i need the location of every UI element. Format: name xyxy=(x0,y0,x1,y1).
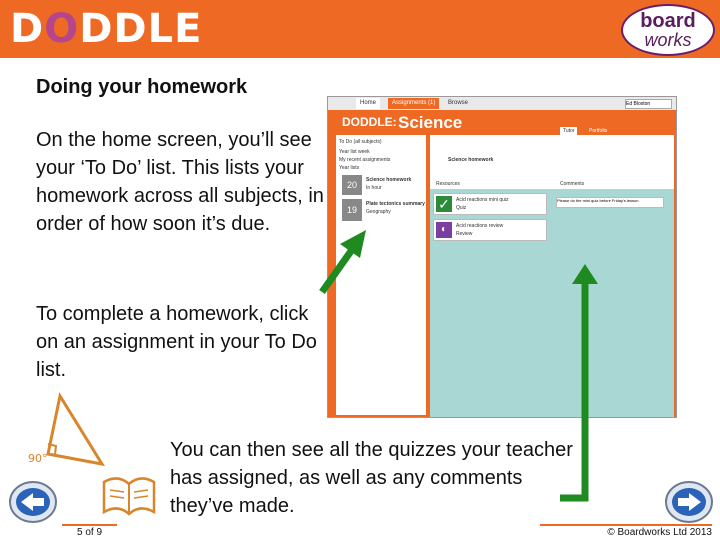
screenshot-comments-label: Comments xyxy=(560,181,585,187)
screenshot-todo-title: Plate tectonics summary xyxy=(366,201,425,207)
boardworks-logo: board works xyxy=(621,4,715,56)
screenshot-brand: DODDLE: xyxy=(342,115,397,129)
screenshot-tab-tutor: Tutor xyxy=(560,127,577,135)
screenshot-todo-day: 20 xyxy=(342,175,362,195)
copyright-notice: © Boardworks Ltd 2013 xyxy=(540,524,712,540)
screenshot-left-link: Year lists xyxy=(339,165,360,171)
quiz-icon: ◐ xyxy=(436,222,452,238)
screenshot-resource-title: Acid reactions mini quiz xyxy=(456,197,509,203)
body-text-3: You can then see all the quizzes your teacher has assigned, as well as any comments they’ve made. xyxy=(170,439,573,517)
check-icon: ✓ xyxy=(436,196,452,212)
doddle-logo: DODDLE xyxy=(10,6,203,52)
arrow-to-resources xyxy=(560,264,598,498)
previous-slide-button[interactable] xyxy=(8,480,58,524)
screenshot-subject: Science xyxy=(398,113,463,132)
screenshot-tab-portfolio: Portfolio xyxy=(586,127,610,135)
screenshot-resource-meta: Quiz xyxy=(456,205,467,211)
screenshot-tab-assignments: Assignments (1) xyxy=(388,98,439,109)
screenshot-tab-browse: Browse xyxy=(448,100,469,106)
screenshot-resource-meta: Review xyxy=(456,231,473,237)
arrow-to-todo xyxy=(322,230,366,292)
screenshot-left-link: Year list week xyxy=(339,149,370,155)
screenshot-resource-title: Acid reactions review xyxy=(456,223,504,229)
book-icon xyxy=(98,466,160,520)
body-text-2: To complete a homework, click on an assignment in your To Do list. xyxy=(36,303,317,381)
screenshot-comment: Please do the mini quiz before Friday's lesson xyxy=(556,197,664,208)
screenshot-todo-day: 19 xyxy=(342,199,362,221)
screenshot-todo-heading: To Do (all subjects) xyxy=(339,139,382,145)
svg-text:90°: 90° xyxy=(28,452,48,465)
page-number: 5 of 9 xyxy=(62,524,117,540)
triangle-sketch-icon xyxy=(26,392,112,470)
screenshot-resources-label: Resources xyxy=(436,181,460,187)
next-slide-button[interactable] xyxy=(664,480,714,524)
screenshot-todo-title: Science homework xyxy=(366,177,412,183)
body-text-1: On the home screen, you’ll see your ‘To Do’ list. This lists your homework across all subjects, in order of how soon it’s due. xyxy=(36,129,324,235)
screenshot-todo-detail: In hour xyxy=(366,185,382,191)
screenshot-account-select: Ed Bloxton xyxy=(625,99,672,109)
screenshot-todo-detail: Geography xyxy=(366,209,391,215)
slide-title: Doing your homework xyxy=(36,76,248,98)
screenshot-left-link: My recent assignments xyxy=(339,157,391,163)
screenshot-assignment-title: Science homework xyxy=(448,157,494,163)
screenshot-tab-home: Home xyxy=(356,98,380,109)
